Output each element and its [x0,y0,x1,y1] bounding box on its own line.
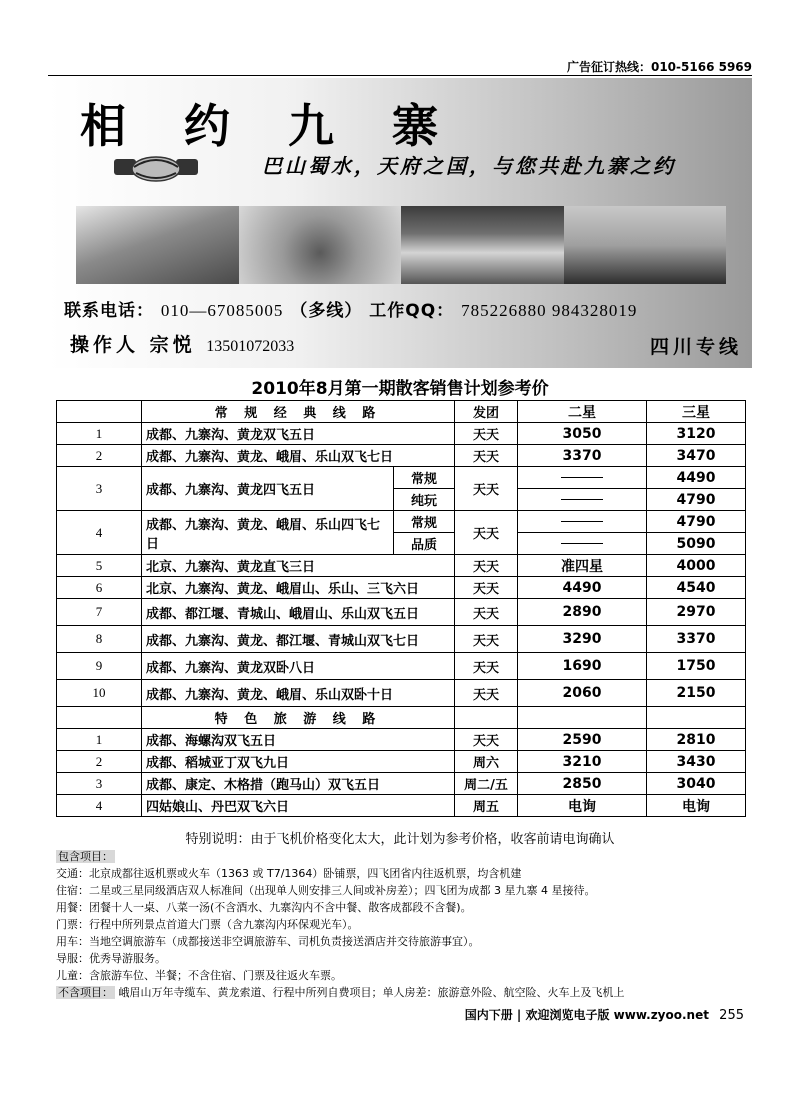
table-row: 10 成都、九寨沟、黄龙、峨眉、乐山双卧十日 天天 2060 2150 [57,680,746,707]
included-item: 门票：行程中所列景点首道大门票（含九寨沟内环保观光车）。 [56,918,359,931]
page-title: 相约九寨 [80,99,496,153]
table-row: 5 北京、九寨沟、黄龙直飞三日 天天 准四星 4000 [57,555,746,577]
contact-phone: 010—67085005 [160,301,284,320]
footer [465,1006,744,1023]
included-item: 导服：优秀导游服务。 [56,952,166,965]
plan-title: 2010年8月第一期散客销售计划参考价 [251,379,549,399]
included-item: 用餐：团餐十人一桌、八菜一汤(不含酒水、九寨沟内不含中餐、散客成都段不含餐)。 [56,901,472,914]
qq-label: 工作QQ： [369,301,455,321]
excluded-label: 不含项目： [58,986,113,999]
included-section [56,848,746,1001]
table-header-row [57,401,746,423]
table-row: 3 成都、九寨沟、黄龙四飞五日 常规 天天 4490 [57,467,746,489]
price-table [56,400,746,817]
no-price-dash [561,521,603,522]
page-number: 255 [719,1008,744,1023]
table-row: 9 成都、九寨沟、黄龙双卧八日 天天 1690 1750 [57,653,746,680]
table-row: 4 四姑娘山、丹巴双飞六日 周五 电询 电询 [57,795,746,817]
table-row: 4 成都、九寨沟、黄龙、峨眉、乐山四飞七日 常规 天天 4790 [57,511,746,533]
special-header-row [57,707,746,729]
no-price-dash [561,543,603,544]
terraced-landscape-photo [76,206,239,284]
table-row: 7 成都、都江堰、青城山、峨眉山、乐山双飞五日 天天 2890 2970 [57,599,746,626]
operator-line [70,330,294,357]
route-header: 常 规 经 典 线 路 [142,401,455,423]
included-item: 交通：北京成都往返机票或火车（1363 或 T7/1364）卧铺票，四飞团省内往返机票，均含机建 [56,867,522,880]
table-row: 6 北京、九寨沟、黄龙、峨眉山、乐山、三飞六日 天天 4490 4540 [57,577,746,599]
included-label: 包含项目： [58,850,113,863]
line-name: 四川专线 [649,336,742,358]
special-note: 特别说明：由于飞机价格变化太大，此计划为参考价格，收客前请电询确认 [185,832,615,847]
table-row: 纯玩 4790 [57,489,746,511]
jiuzhai-lake-photo [401,206,564,284]
contact-line [64,296,637,321]
qq-numbers: 785226880 984328019 [461,301,638,320]
operator-phone: 13501072033 [206,338,295,355]
temple-statue-photo [564,206,727,284]
slogan: 巴山蜀水，天府之国，与您共赴九寨之约 [262,154,676,178]
included-item: 儿童：含旅游车位、半餐；不含住宿、门票及往返火车票。 [56,969,342,982]
table-row: 1 成都、九寨沟、黄龙双飞五日 天天 3050 3120 [57,423,746,445]
no-price-dash [561,499,603,500]
no-price-dash [561,477,603,478]
operator-label: 操作人 宗悦 [70,334,196,356]
included-item: 用车：当地空调旅游车（成都接送非空调旅游车、司机负责接送酒店并交待旅游事宜）。 [56,935,480,948]
table-row: 3 成都、康定、木格措（跑马山）双飞五日 周二/五 2850 3040 [57,773,746,795]
photo-strip [76,206,726,284]
excluded-text: 峨眉山万年寺缆车、黄龙索道、行程中所列自费项目；单人房差：旅游意外险、航空险、火车上及飞机上 [118,986,625,999]
three-star-header: 三星 [647,401,746,423]
table-row: 品质 5090 [57,533,746,555]
two-star-header: 二星 [518,401,647,423]
phone-note: （多线） [290,301,363,321]
contact-label: 联系电话： [64,301,154,321]
leshan-buddha-photo [239,206,402,284]
dep-header: 发团 [455,401,518,423]
top-divider [48,75,752,76]
excluded-line [56,984,746,1001]
included-item: 住宿：二星或三星同级酒店双人标准间（出现单人则安排三人间或补房差）；四飞团为成都 3 星九寨 4 星接待。 [56,884,596,897]
footer-text: 国内下册 | 欢迎浏览电子版 www.zyoo.net [464,1008,709,1022]
special-route-header: 特 色 旅 游 线 路 [142,707,455,729]
table-row: 1 成都、海螺沟双飞五日 天天 2590 2810 [57,729,746,751]
table-row: 8 成都、九寨沟、黄龙、都江堰、青城山双飞七日 天天 3290 3370 [57,626,746,653]
ad-hotline: 广告征订热线：010-5166 5969 [566,60,752,74]
handshake-icon [112,145,200,191]
table-row: 2 成都、九寨沟、黄龙、峨眉、乐山双飞七日 天天 3370 3470 [57,445,746,467]
table-row: 2 成都、稻城亚丁双飞九日 周六 3210 3430 [57,751,746,773]
